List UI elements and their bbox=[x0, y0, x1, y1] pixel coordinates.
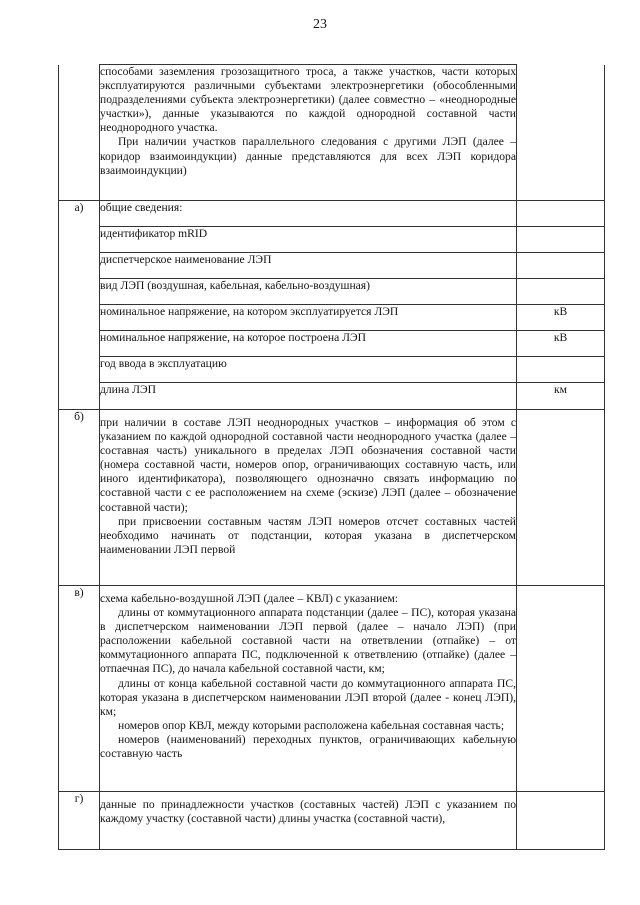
paragraph: номеров опор КВЛ, между которыми расположена кабельная составная часть; bbox=[118, 718, 505, 732]
unit-cell bbox=[517, 253, 605, 279]
field-name: общие сведения: bbox=[100, 201, 517, 227]
section-v-row bbox=[59, 586, 605, 792]
paragraph: длины от коммутационного аппарата подстанции (далее – ПС), которая указана в диспетчерском наименовании ЛЭП первой (далее – начало ЛЭП) (при расположении кабельной составной части на ответвлении (отпайке) – от коммутационного аппарата ПС, подключенной к ответвлению (отпайке) (далее – отпаечная ПС), до начала кабельной составной части, км; bbox=[100, 606, 516, 676]
unit-cell: кВ bbox=[517, 305, 605, 331]
section-label: в) bbox=[59, 586, 100, 792]
field-name: год ввода в эксплуатацию bbox=[100, 357, 517, 383]
section-text-cell bbox=[100, 792, 517, 850]
section-text-cell bbox=[100, 586, 517, 792]
section-a-row bbox=[59, 201, 605, 227]
field-name: вид ЛЭП (воздушная, кабельная, кабельно-воздушная) bbox=[100, 279, 517, 305]
section-g-row bbox=[59, 792, 605, 850]
field-row bbox=[59, 227, 605, 253]
field-name: номинальное напряжение, на котором эксплуатируется ЛЭП bbox=[100, 305, 517, 331]
paragraph: при наличии в составе ЛЭП неоднородных участков – информация об этом с указанием по каждой однородной составной части неоднородного участка (далее – составная часть) уникального в пределах ЛЭП обозначения составной части (номера составной части, номеров опор, ограничивающих составную часть, или иного идентификатора), позволяющего однозначно связать информацию по составной части с ее расположением на схеме (эскизе) ЛЭП (далее – обозначение составной части); bbox=[100, 416, 516, 514]
field-row bbox=[59, 305, 605, 331]
section-label: а) bbox=[59, 201, 100, 410]
unit-cell bbox=[517, 201, 605, 227]
section-label: г) bbox=[59, 792, 100, 850]
unit-cell: км bbox=[517, 383, 605, 410]
section-label: б) bbox=[59, 410, 100, 586]
section-text-cell bbox=[100, 410, 517, 586]
paragraph: при присвоении составным частям ЛЭП номеров отсчет составных частей необходимо начинать от подстанции, которая указана в диспетчерском наименовании ЛЭП первой bbox=[100, 514, 516, 556]
paragraph: схема кабельно-воздушной ЛЭП (далее – КВЛ) с указанием: bbox=[100, 592, 399, 605]
field-name: номинальное напряжение, на которое построена ЛЭП bbox=[100, 331, 517, 357]
unit-cell bbox=[517, 227, 605, 253]
paragraph: длины от конца кабельной составной части до коммутационного аппарата ПС, которая указана в диспетчерском наименовании ЛЭП второй (далее - конец ЛЭП), км; bbox=[100, 676, 516, 718]
field-row bbox=[59, 279, 605, 305]
unit-cell: кВ bbox=[517, 331, 605, 357]
continuation-row bbox=[59, 65, 605, 201]
paragraph: данные по принадлежности участков (составных частей) ЛЭП с указанием по каждому участку (составной части) длины участка (составной части), bbox=[100, 798, 516, 826]
empty-unit-cell bbox=[517, 792, 605, 850]
paragraph: номеров (наименований) переходных пунктов, ограничивающих кабельную составную часть bbox=[100, 732, 516, 761]
empty-unit-cell bbox=[517, 410, 605, 586]
empty-unit-cell bbox=[517, 586, 605, 792]
requirements-table bbox=[58, 64, 605, 850]
paragraph: При наличии участков параллельного следования с другими ЛЭП (далее – коридор взаимоиндукции) данные представляются для всех ЛЭП коридора взаимоиндукции) bbox=[100, 135, 516, 177]
field-row bbox=[59, 357, 605, 383]
field-row bbox=[59, 331, 605, 357]
unit-cell bbox=[517, 279, 605, 305]
field-name: диспетчерское наименование ЛЭП bbox=[100, 253, 517, 279]
field-row bbox=[59, 253, 605, 279]
paragraph: способами заземления грозозащитного троса, а также участков, части которых эксплуатируются различными субъектами электроэнергетики (обособленными подразделениями субъекта электроэнергетики) (далее совместно – «неоднородные участки»), данные указываются по каждой однородной составной части неоднородного участка. bbox=[100, 65, 516, 135]
unit-cell bbox=[517, 357, 605, 383]
page-number: 23 bbox=[313, 17, 327, 32]
empty-unit-cell bbox=[517, 65, 605, 201]
continuation-text-cell bbox=[100, 65, 517, 201]
section-b-row bbox=[59, 410, 605, 586]
field-name: длина ЛЭП bbox=[100, 383, 517, 410]
empty-label-cell bbox=[59, 65, 100, 201]
field-name: идентификатор mRID bbox=[100, 227, 517, 253]
field-row bbox=[59, 383, 605, 410]
